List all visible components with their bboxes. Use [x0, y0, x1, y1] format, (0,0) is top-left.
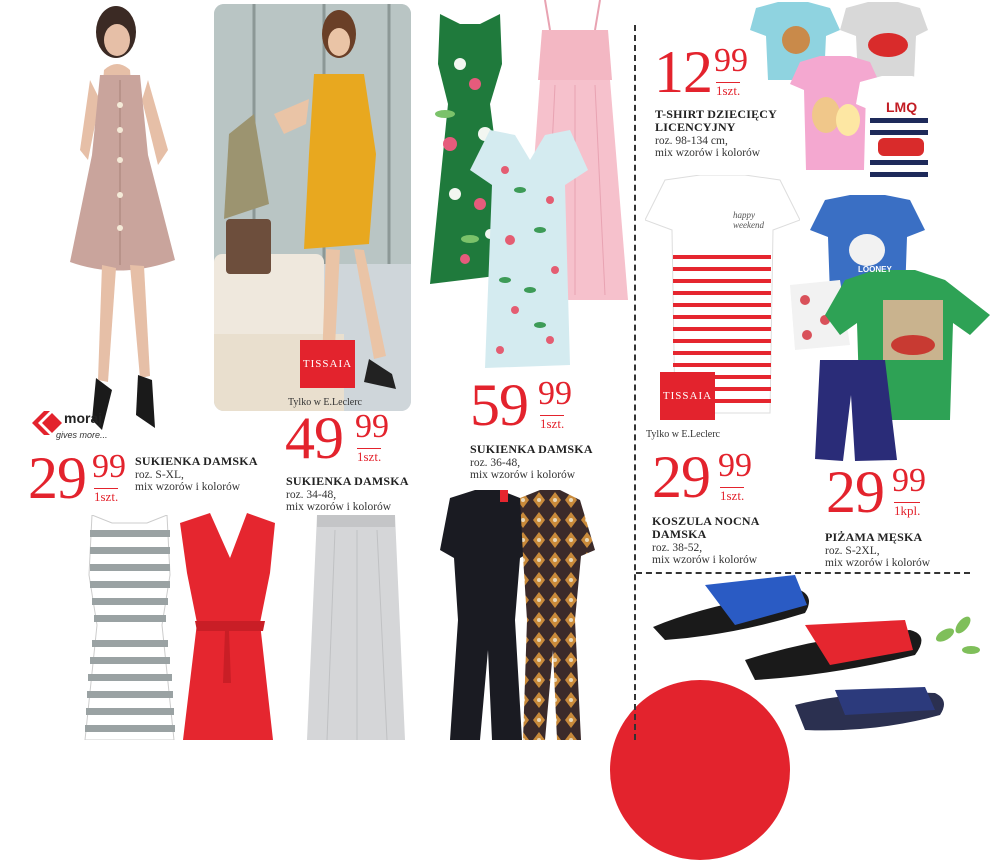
- price-decimal: 99: [718, 447, 752, 484]
- product-desc-p2-line2: mix wzorów i kolorów: [286, 501, 392, 513]
- moraj-logo-name: moraj: [64, 410, 103, 426]
- product-desc-p3-line2: mix wzorów i kolorów: [470, 469, 576, 481]
- nightshirt-print-text: happy weekend: [733, 210, 764, 230]
- price-integer: 29: [652, 444, 710, 510]
- tissaia-logo-p5: TISSAIA: [660, 372, 715, 420]
- product-title-p5-line1: KOSZULA NOCNA: [652, 514, 760, 528]
- photo-floral-dress: [470, 130, 590, 370]
- tissaia-logo-p2: TISSAIA: [300, 340, 355, 388]
- product-title-p6: PIŻAMA MĘSKA: [825, 530, 923, 544]
- photo-mens-pajama: [785, 195, 990, 465]
- product-title-p4-line1: T-SHIRT DZIECIĘCY: [655, 107, 778, 121]
- price-decimal: 99: [355, 408, 389, 445]
- product-title-p5-line2: DAMSKA: [652, 527, 707, 541]
- price-burst-circle: [610, 680, 790, 860]
- price-decimal: 99: [538, 375, 572, 412]
- product-desc-p6-line1: roz. S-2XL,: [825, 545, 880, 557]
- photo-grey-maxi-skirt: [305, 515, 410, 740]
- product-desc-p3-line1: roz. 36-48,: [470, 457, 521, 469]
- product-desc-p4-line1: roz. 98-134 cm,: [655, 135, 728, 147]
- price-integer: 29: [826, 459, 884, 525]
- photo-kids-tshirts: [748, 0, 968, 195]
- product-title-p1: SUKIENKA DAMSKA: [135, 454, 258, 468]
- price-unit: 1kpl.: [894, 503, 921, 518]
- divider-horizontal: [636, 572, 970, 574]
- price-unit: 1szt.: [720, 488, 745, 503]
- product-desc-p1-line2: mix wzorów i kolorów: [135, 481, 241, 493]
- price-integer: 12: [654, 39, 712, 105]
- product-desc-p5-line1: roz. 38-52,: [652, 542, 703, 554]
- product-title-p3: SUKIENKA DAMSKA: [470, 442, 593, 456]
- product-desc-p4-line2: mix wzorów i kolorów: [655, 147, 761, 159]
- price-unit: 1szt.: [94, 489, 119, 504]
- price-unit: 1szt.: [540, 416, 565, 431]
- price-integer: 29: [28, 445, 86, 511]
- product-desc-p1-line1: roz. S-XL,: [135, 469, 184, 481]
- price-p4: [654, 39, 764, 105]
- store-note-p2: Tylko w E.Leclerc: [288, 397, 362, 408]
- divider-vertical: [634, 25, 636, 740]
- price-p1: [28, 445, 138, 511]
- price-decimal: 99: [92, 448, 126, 485]
- product-desc-p5-line2: mix wzorów i kolorów: [652, 554, 758, 566]
- price-p6: [826, 459, 936, 525]
- price-integer: 59: [470, 372, 528, 438]
- moraj-logo-tagline: gives more...: [56, 430, 108, 440]
- price-p2: [285, 405, 395, 471]
- price-p5: [652, 444, 762, 510]
- price-decimal: 99: [892, 462, 926, 499]
- price-unit: 1szt.: [357, 449, 382, 464]
- product-title-p2: SUKIENKA DAMSKA: [286, 474, 409, 488]
- product-desc-p2-line1: roz. 34-48,: [286, 489, 337, 501]
- product-title-p4-line2: LICENCYJNY: [655, 120, 736, 134]
- moraj-logo: [30, 408, 110, 444]
- photo-grey-striped-dress: [82, 515, 177, 740]
- photo-red-wrap-dress: [175, 513, 280, 740]
- photo-patterned-jumpsuit: [515, 490, 595, 740]
- photo-pink-button-dress: [40, 0, 210, 435]
- product-desc-p6-line2: mix wzorów i kolorów: [825, 557, 931, 569]
- price-decimal: 99: [714, 42, 748, 79]
- blue-shirt-print-text: LOONEY: [858, 265, 892, 274]
- price-integer: 49: [285, 405, 343, 471]
- kids-shirt-print-text: LMQ: [886, 99, 918, 115]
- store-note-p5: Tylko w E.Leclerc: [646, 429, 720, 440]
- price-p3: [470, 372, 580, 438]
- price-unit: 1szt.: [716, 83, 741, 98]
